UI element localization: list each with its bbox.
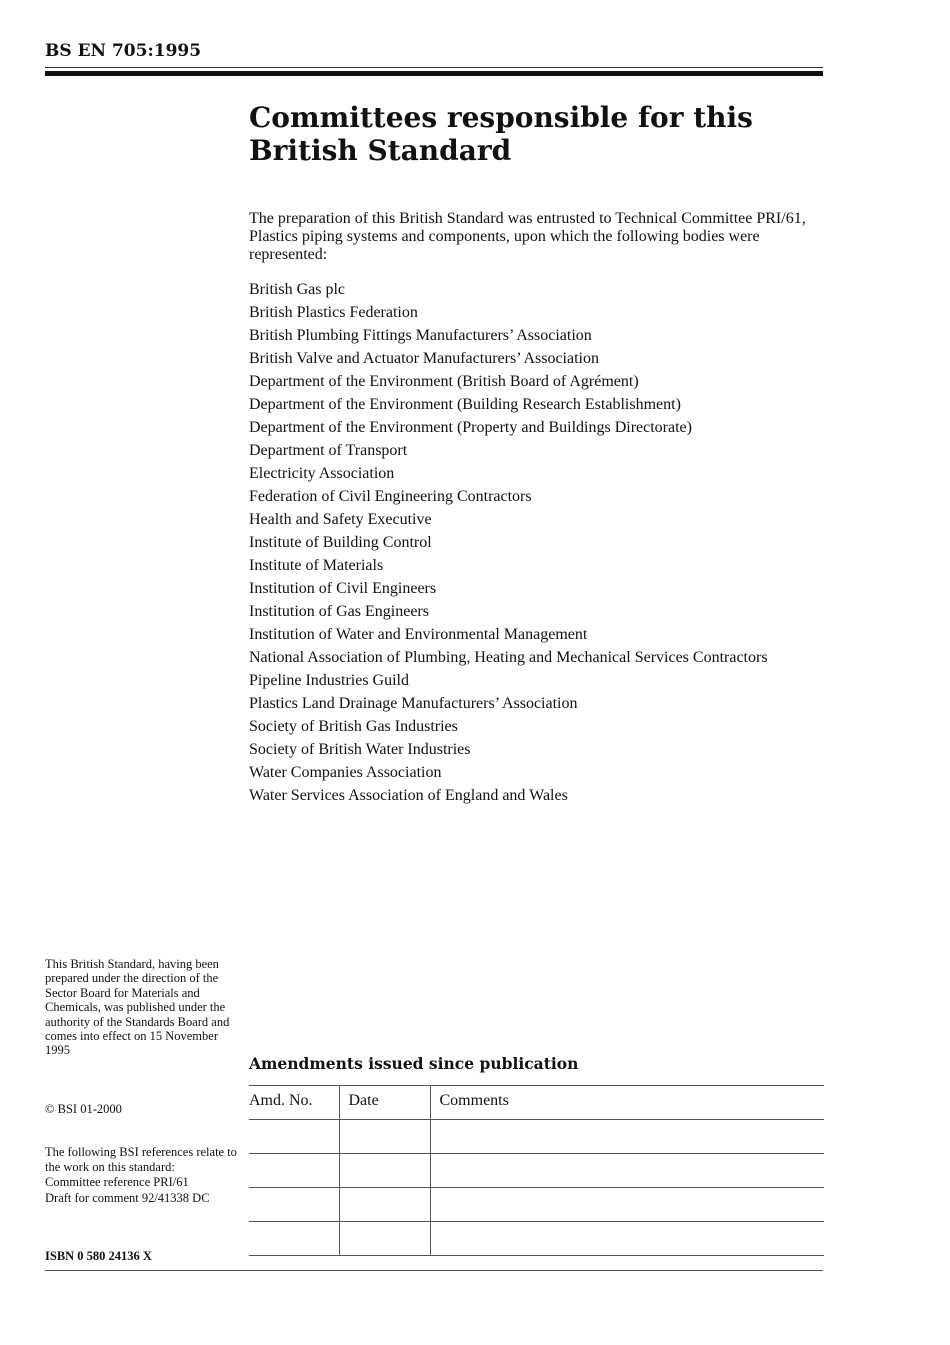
list-item: Institution of Water and Environmental Management [249,626,588,643]
standard-code: BS EN 705:1995 [45,41,202,61]
list-item: British Plumbing Fittings Manufacturers’ Association [249,327,592,344]
list-item: British Gas plc [249,281,345,298]
table-cell [430,1222,824,1256]
table-row [249,1188,824,1222]
list-item: Department of the Environment (Building Research Establishment) [249,396,681,413]
page-title: Committees responsible for this British Standard [249,101,753,167]
table-header-row [249,1086,824,1120]
represented-bodies-list [249,281,824,810]
list-item: Society of British Water Industries [249,741,471,758]
table-cell [249,1154,339,1188]
list-item: Federation of Civil Engineering Contractors [249,488,532,505]
table-cell [339,1154,430,1188]
table-cell [339,1222,430,1256]
table-cell [430,1188,824,1222]
list-item: Institution of Gas Engineers [249,603,429,620]
table-cell [249,1222,339,1256]
isbn: ISBN 0 580 24136 X [45,1249,152,1263]
table-cell [430,1154,824,1188]
list-item: Electricity Association [249,465,395,482]
publication-note: This British Standard, having been prepared under the direction of the Sector Board for Materials and Chemicals, was published under the authority of the Standards Board and comes into effect on 15 November 1995 [45,957,230,1058]
bsi-references [45,1145,245,1206]
header-rule-thick [45,71,823,76]
references-intro: The following BSI references relate to the work on this standard: [45,1145,237,1175]
table-row [249,1222,824,1256]
table-row [249,1154,824,1188]
amendments-title: Amendments issued since publication [249,1054,579,1073]
list-item: Water Services Association of England and Wales [249,787,568,804]
table-row [249,1120,824,1154]
list-item: Health and Safety Executive [249,511,432,528]
list-item: Institute of Building Control [249,534,432,551]
amendments-table [249,1085,824,1256]
header-rule-thin [45,67,823,68]
footer-rule [45,1270,823,1271]
table-cell [339,1188,430,1222]
table-cell [249,1120,339,1154]
list-item: Institute of Materials [249,557,384,574]
list-item: National Association of Plumbing, Heating and Mechanical Services Contractors [249,649,768,666]
list-item: Society of British Gas Industries [249,718,458,735]
column-header-comments: Comments [430,1086,824,1120]
list-item: British Plastics Federation [249,304,418,321]
table-cell [339,1120,430,1154]
copyright-notice: © BSI 01-2000 [45,1102,122,1116]
draft-reference: Draft for comment 92/41338 DC [45,1190,210,1205]
list-item: Department of the Environment (Property and Buildings Directorate) [249,419,692,436]
list-item: Department of the Environment (British Board of Agrément) [249,373,639,390]
table-cell [249,1188,339,1222]
column-header-amd-no: Amd. No. [249,1086,339,1120]
list-item: British Valve and Actuator Manufacturers’ Association [249,350,599,367]
column-header-date: Date [339,1086,430,1120]
list-item: Institution of Civil Engineers [249,580,437,597]
committee-reference: Committee reference PRI/61 [45,1175,189,1190]
list-item: Pipeline Industries Guild [249,672,409,689]
list-item: Water Companies Association [249,764,442,781]
list-item: Plastics Land Drainage Manufacturers’ Association [249,695,578,712]
list-item: Department of Transport [249,442,408,459]
intro-paragraph: The preparation of this British Standard was entrusted to Technical Committee PRI/61, Plastics piping systems and components, upon which the following bodies were represented: [249,210,806,263]
table-cell [430,1120,824,1154]
